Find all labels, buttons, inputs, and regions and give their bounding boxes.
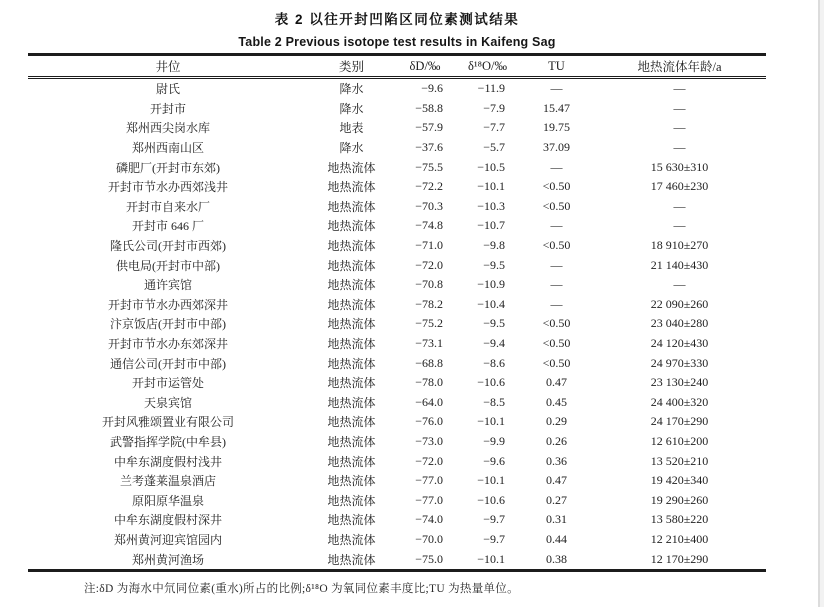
table-cell: 郑州西尖岗水库 (125, 121, 210, 136)
table-cell: −76.0 (415, 414, 443, 429)
table-cell: <0.50 (542, 336, 571, 351)
table-cell: −10.1 (477, 473, 505, 488)
table-cell: 地热流体 (327, 415, 376, 430)
column-header: 类别 (308, 55, 395, 78)
table-cell: 地热流体 (327, 317, 376, 332)
column-header: δ¹⁸O/‰ (455, 55, 520, 78)
table-cell: — (673, 140, 686, 155)
table-cell: <0.50 (542, 238, 571, 253)
table-cell: −5.7 (483, 140, 505, 155)
table-cell: 地热流体 (327, 454, 376, 469)
table-row (28, 118, 766, 138)
table-caption (28, 8, 766, 49)
table-cell: 地热流体 (327, 434, 376, 449)
table-row (28, 78, 766, 99)
table-row (28, 334, 766, 354)
table-cell: 地热流体 (327, 532, 376, 547)
table-cell: −74.0 (415, 512, 443, 527)
table-cell: 地热流体 (327, 376, 376, 391)
table-cell: 地热流体 (327, 278, 376, 293)
table-cell: −75.0 (415, 551, 443, 566)
table-cell: −7.9 (483, 100, 505, 115)
table-cell: 地表 (339, 121, 364, 136)
table-row (28, 216, 766, 236)
table-row (28, 138, 766, 158)
table-cell: −9.4 (483, 336, 505, 351)
table-row (28, 99, 766, 119)
table-cell: 22 090±260 (650, 296, 709, 311)
table-cell: −9.6 (483, 453, 505, 468)
table-cell: — (550, 277, 563, 292)
table-header-row (28, 55, 766, 78)
table-cell: 兰考蓬莱温泉酒店 (119, 474, 216, 489)
table-cell: — (550, 159, 563, 174)
table-cell: 0.44 (546, 531, 567, 546)
table-cell: 24 120±430 (650, 336, 709, 351)
table-cell: 地热流体 (327, 297, 376, 312)
table-cell: 郑州黄河迎宾馆园内 (113, 532, 222, 547)
table-cell: 地热流体 (327, 160, 376, 175)
column-header: 井位 (28, 55, 308, 78)
table-title-english: Table 2 Previous isotope test results in Kaifeng Sag (238, 35, 556, 49)
table-footnote: 注:δD 为海水中氘同位素(重水)所占的比例;δ¹⁸O 为氧同位素丰度比;TU 为热量单位。 (84, 583, 519, 595)
table-cell: 18 910±270 (650, 238, 709, 253)
table-cell: −9.7 (483, 531, 505, 546)
table-cell: 开封市自来水厂 (125, 199, 210, 214)
table-cell: <0.50 (542, 355, 571, 370)
table-cell: 37.09 (543, 140, 570, 155)
table-cell: −10.4 (477, 296, 505, 311)
table-cell: 13 520±210 (650, 453, 709, 468)
table-cell: −9.6 (421, 81, 443, 96)
table-cell: 通信公司(开封市中部) (110, 356, 226, 371)
table-cell: −10.6 (477, 375, 505, 390)
table-cell: — (673, 100, 686, 115)
table-cell: 通许宾馆 (143, 278, 192, 293)
table-cell: — (550, 81, 563, 96)
table-cell: 原阳原华温泉 (131, 493, 204, 508)
table-row (28, 373, 766, 393)
table-cell: −10.7 (477, 218, 505, 233)
table-cell: — (673, 218, 686, 233)
table-cell: 郑州黄河渔场 (131, 552, 204, 567)
table-row (28, 471, 766, 491)
table-cell: −9.7 (483, 512, 505, 527)
table-cell: 24 400±320 (650, 394, 709, 409)
table-cell: −70.8 (415, 277, 443, 292)
table-cell: −11.9 (477, 81, 505, 96)
table-row (28, 451, 766, 471)
table-cell: 地热流体 (327, 258, 376, 273)
table-cell: −77.0 (415, 473, 443, 488)
table-cell: 地热流体 (327, 180, 376, 195)
table-cell: — (550, 257, 563, 272)
table-cell: <0.50 (542, 316, 571, 331)
table-cell: 地热流体 (327, 474, 376, 489)
table-cell: 开封市运管处 (131, 376, 204, 391)
table-cell: 0.29 (546, 414, 567, 429)
table-cell: −72.0 (415, 453, 443, 468)
table-cell: 地热流体 (327, 337, 376, 352)
table-cell: 24 170±290 (650, 414, 709, 429)
table-cell: — (550, 218, 563, 233)
table-cell: −70.3 (415, 198, 443, 213)
table-cell: 12 170±290 (650, 551, 709, 566)
table-row (28, 255, 766, 275)
table-cell: −71.0 (415, 238, 443, 253)
table-cell: −9.5 (483, 316, 505, 331)
table-cell: −10.1 (477, 414, 505, 429)
table-cell: −8.5 (483, 394, 505, 409)
table-cell: −64.0 (415, 394, 443, 409)
table-cell: 12 610±200 (650, 433, 709, 448)
table-row (28, 432, 766, 452)
table-cell: −74.8 (415, 218, 443, 233)
table-cell: −9.8 (483, 238, 505, 253)
table-cell: −10.1 (477, 179, 505, 194)
table-cell: 郑州西南山区 (131, 141, 204, 156)
table-cell: 15.47 (543, 100, 570, 115)
table-cell: 尉氏 (155, 82, 180, 97)
table-cell: — (550, 296, 563, 311)
column-header: 地热流体年龄/a (593, 55, 766, 78)
table-cell: 13 580±220 (650, 512, 709, 527)
table-cell: 0.31 (546, 512, 567, 527)
table-cell: 0.27 (546, 492, 567, 507)
table-cell: 中牟东湖度假村浅井 (113, 454, 222, 469)
table-cell: −37.6 (415, 140, 443, 155)
table-cell: 地热流体 (327, 356, 376, 371)
table-cell: 开封市节水办西郊深井 (107, 297, 228, 312)
table-cell: 24 970±330 (650, 355, 709, 370)
table-cell: −70.0 (415, 531, 443, 546)
table-cell: 地热流体 (327, 199, 376, 214)
table-cell: 15 630±310 (650, 159, 709, 174)
table-cell: <0.50 (542, 198, 571, 213)
table-row (28, 177, 766, 197)
table-cell: <0.50 (542, 179, 571, 194)
table-cell: −57.9 (415, 120, 443, 135)
table-cell: 地热流体 (327, 493, 376, 508)
table-cell: 17 460±230 (650, 179, 709, 194)
table-row (28, 393, 766, 413)
table-row (28, 197, 766, 217)
table-cell: −75.5 (415, 159, 443, 174)
table-cell: — (673, 120, 686, 135)
table-cell: −58.8 (415, 100, 443, 115)
isotope-results-table (28, 53, 766, 572)
table-cell: −10.3 (477, 198, 505, 213)
table-cell: 0.47 (546, 375, 567, 390)
table-cell: 汴京饭店(开封市中部) (110, 317, 226, 332)
table-cell: 0.45 (546, 394, 567, 409)
table-cell: −77.0 (415, 492, 443, 507)
table-cell: 0.26 (546, 433, 567, 448)
table-cell: −72.0 (415, 257, 443, 272)
table-row (28, 490, 766, 510)
table-row (28, 412, 766, 432)
table-cell: −75.2 (415, 316, 443, 331)
table-cell: −73.0 (415, 433, 443, 448)
table-row (28, 295, 766, 315)
page-edge-divider (818, 0, 824, 607)
table-cell: 23 040±280 (650, 316, 709, 331)
table-cell: 19.75 (543, 120, 570, 135)
table-cell: 中牟东湖度假村深井 (113, 513, 222, 528)
table-title-chinese: 表 2 以往开封凹陷区同位素测试结果 (274, 12, 520, 27)
table-cell: −78.2 (415, 296, 443, 311)
table-cell: 0.36 (546, 453, 567, 468)
table-cell: — (673, 81, 686, 96)
table-cell: −9.9 (483, 433, 505, 448)
table-cell: 0.38 (546, 551, 567, 566)
column-header: δD/‰ (395, 55, 455, 78)
table-row (28, 236, 766, 256)
table-cell: 降水 (339, 141, 364, 156)
table-row (28, 353, 766, 373)
table-cell: 磷肥厂(开封市东郊) (116, 160, 220, 175)
table-cell: 开封市节水办西郊浅井 (107, 180, 228, 195)
table-cell: — (673, 277, 686, 292)
table-cell: 供电局(开封市中部) (116, 258, 220, 273)
table-cell: 开封市节水办东郊深井 (107, 337, 228, 352)
table-cell: 降水 (339, 82, 364, 97)
table-cell: 地热流体 (327, 552, 376, 567)
table-cell: −73.1 (415, 336, 443, 351)
table-cell: 开封风雅颂置业有限公司 (101, 415, 234, 430)
table-cell: 开封市 646 厂 (131, 219, 204, 234)
table-cell: 地热流体 (327, 513, 376, 528)
table-cell: 12 210±400 (650, 531, 709, 546)
table-cell: −10.6 (477, 492, 505, 507)
table-cell: 隆氏公司(开封市西郊) (110, 239, 226, 254)
table-cell: −10.1 (477, 551, 505, 566)
table-cell: 0.47 (546, 473, 567, 488)
table-row (28, 275, 766, 295)
table-cell: −72.2 (415, 179, 443, 194)
table-cell: 19 290±260 (650, 492, 709, 507)
table-row (28, 530, 766, 550)
table-cell: −10.9 (477, 277, 505, 292)
table-cell: −10.5 (477, 159, 505, 174)
table-cell: 开封市 (149, 101, 186, 116)
table-cell: 降水 (339, 101, 364, 116)
table-cell: 23 130±240 (650, 375, 709, 390)
table-cell: −78.0 (415, 375, 443, 390)
table-cell: — (673, 198, 686, 213)
table-cell: 地热流体 (327, 395, 376, 410)
table-row (28, 314, 766, 334)
table-row (28, 549, 766, 570)
table-cell: 19 420±340 (650, 473, 709, 488)
table-row (28, 157, 766, 177)
table-cell: 21 140±430 (650, 257, 709, 272)
table-cell: 地热流体 (327, 239, 376, 254)
table-cell: −8.6 (483, 355, 505, 370)
table-cell: −68.8 (415, 355, 443, 370)
table-cell: 天泉宾馆 (143, 395, 192, 410)
table-cell: −7.7 (483, 120, 505, 135)
column-header: TU (520, 55, 593, 78)
table-cell: 地热流体 (327, 219, 376, 234)
table-cell: −9.5 (483, 257, 505, 272)
table-cell: 武警指挥学院(中牟县) (110, 434, 226, 449)
table-row (28, 510, 766, 530)
